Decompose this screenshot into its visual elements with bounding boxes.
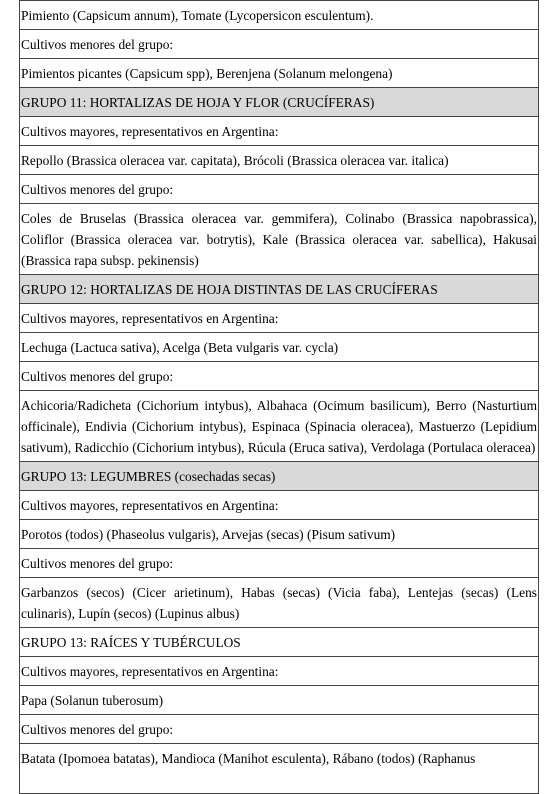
table-row-species: [20, 146, 539, 175]
table-cell: Lechuga (Lactuca sativa), Acelga (Beta vulgaris var. cycla): [20, 333, 539, 362]
table-row-species: [20, 686, 539, 715]
group-header-cell: GRUPO 12: HORTALIZAS DE HOJA DISTINTAS DE LAS CRUCÍFERAS: [20, 275, 539, 304]
table-row-label: [20, 117, 539, 146]
table-cell: Porotos (todos) (Phaseolus vulgaris), Arvejas (secas) (Pisum sativum): [20, 520, 539, 549]
table-cell: Repollo (Brassica oleracea var. capitata), Brócoli (Brassica oleracea var. italica): [20, 146, 539, 175]
table-row-species: [20, 578, 539, 628]
table-cell: Cultivos mayores, representativos en Argentina:: [20, 657, 539, 686]
table-row-species: [20, 333, 539, 362]
crop-groups-table: [19, 0, 539, 794]
table-cell: Papa (Solanun tuberosum): [20, 686, 539, 715]
table-row-species-cut: [20, 744, 539, 794]
table-row-species: [20, 59, 539, 88]
table-cell: Pimiento (Capsicum annum), Tomate (Lycopersicon esculentum).: [20, 1, 539, 30]
group-header-cell: GRUPO 13: LEGUMBRES (cosechadas secas): [20, 462, 539, 491]
table-cell: Cultivos menores del grupo:: [20, 175, 539, 204]
table-row-label: [20, 362, 539, 391]
table-row-label: [20, 549, 539, 578]
table-cell: Achicoria/Radicheta (Cichorium intybus), Albahaca (Ocimum basilicum), Berro (Nasturtium officinale), Endivia (Cichorium intybus), Espinaca (Spinacia oleracea), Mastuerzo (Lepidium sativum), Radicchio (Cichorium intybus), Rúcula (Eruca sativa), Verdolaga (Portulaca oleracea): [20, 391, 539, 462]
group-header-row: [20, 88, 539, 117]
table-cell: [20, 744, 539, 794]
table-row-label: [20, 30, 539, 59]
table-row-label: [20, 175, 539, 204]
crop-groups-table-body: [20, 1, 539, 794]
table-row-species: [20, 391, 539, 462]
table-row-label: [20, 304, 539, 333]
table-cell: Cultivos menores del grupo:: [20, 549, 539, 578]
table-row-species: [20, 204, 539, 275]
table-cell: Pimientos picantes (Capsicum spp), Berenjena (Solanum melongena): [20, 59, 539, 88]
table-cell: Garbanzos (secos) (Cicer arietinum), Habas (secas) (Vicia faba), Lentejas (secas) (Lens culinaris), Lupín (secos) (Lupinus albus): [20, 578, 539, 628]
group-header-row: [20, 275, 539, 304]
table-cell: Cultivos mayores, representativos en Argentina:: [20, 491, 539, 520]
table-row-label: [20, 657, 539, 686]
table-cell: Cultivos mayores, representativos en Argentina:: [20, 117, 539, 146]
group-header-cell: GRUPO 13: RAÍCES Y TUBÉRCULOS: [20, 628, 539, 657]
truncated-text: Batata (Ipomoea batatas), Mandioca (Manihot esculenta), Rábano (todos) (Raphanus: [21, 751, 476, 766]
table-row-label: [20, 715, 539, 744]
group-header-row-plain: [20, 628, 539, 657]
table-cell: Cultivos mayores, representativos en Argentina:: [20, 304, 539, 333]
document-page: [19, 0, 539, 794]
table-cell: Cultivos menores del grupo:: [20, 715, 539, 744]
table-row-label: [20, 491, 539, 520]
group-header-row: [20, 462, 539, 491]
table-cell: Cultivos menores del grupo:: [20, 362, 539, 391]
table-cell: Coles de Bruselas (Brassica oleracea var. gemmifera), Colinabo (Brassica napobrassica), Coliflor (Brassica oleracea var. botrytis), Kale (Brassica oleracea var. sabellica), Hakusai (Brassica rapa subsp. pekinensis): [20, 204, 539, 275]
table-cell: Cultivos menores del grupo:: [20, 30, 539, 59]
group-header-cell: GRUPO 11: HORTALIZAS DE HOJA Y FLOR (CRUCÍFERAS): [20, 88, 539, 117]
table-row-species: [20, 520, 539, 549]
table-row-species: [20, 1, 539, 30]
